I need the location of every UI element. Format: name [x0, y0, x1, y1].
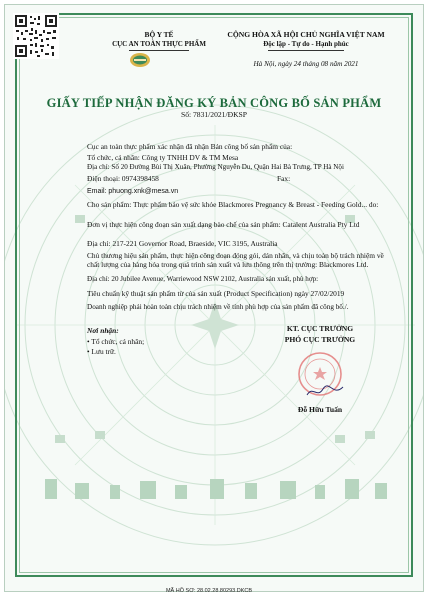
product-specification: Tiêu chuẩn kỹ thuật sản phẩm từ của sản xuất (Product Specification) ngày 27/02/2019	[87, 289, 345, 298]
brand-owner: Chủ thương hiệu sản phẩm, thực hiện công đoạn đóng gói, dán nhãn, và chịu toàn bộ trách nhiệm về chất lượng của hàng hóa trong quá trình sản xuất và lưu thông trên thị trường: Blackmores Ltd.	[87, 251, 384, 270]
republic-name: CỘNG HÒA XÃ HỘI CHỦ NGHĨA VIỆT NAM	[227, 30, 385, 39]
qr-code-icon	[13, 13, 59, 59]
agency-underline	[129, 50, 189, 51]
organization: Tổ chức, cá nhân: Công ty TNHH DV & TM Mesa	[87, 153, 239, 162]
recipients-heading: Nơi nhận:	[87, 326, 119, 335]
phone: Điện thoại: 0974398458	[87, 174, 159, 183]
producer: Đơn vị thực hiện công đoạn sản xuất dạng bào chế của sản phẩm: Catalent Australia Pty Ltd	[87, 220, 360, 229]
email: Email: phuong.xnk@mesa.vn	[87, 188, 179, 195]
record-code: MÃ HỒ SƠ: 28.02.28.80293.DKCB	[165, 588, 253, 594]
registration-number: Số: 7831/2021/ĐKSP	[180, 110, 248, 119]
producer-address: Địa chỉ: 217-221 Governor Road, Braeside, VIC 3195, Australia	[87, 239, 278, 248]
signer-name: Đỗ Hữu Tuấn	[297, 405, 343, 414]
certificate-page	[4, 4, 424, 592]
ministry-name: BỘ Y TẾ	[144, 30, 174, 39]
recipient-item: • Lưu trữ.	[87, 347, 116, 356]
issue-date: Hà Nội, ngày 24 tháng 08 năm 2021	[253, 60, 359, 68]
responsibility-statement: Doanh nghiệp phải hoàn toàn chịu trách nhiệm về tính phù hợp của sản phẩm đã công bố./.	[87, 303, 349, 311]
agency-logo-icon	[129, 52, 151, 68]
certificate-title: GIẤY TIẾP NHẬN ĐĂNG KÝ BẢN CÔNG BỐ SẢN PHẨM	[46, 96, 382, 110]
fax: Fax:	[277, 174, 291, 183]
agency-name: CỤC AN TOÀN THỰC PHẨM	[112, 40, 206, 48]
signer-deputy-role: PHÓ CỤC TRƯỞNG	[284, 335, 356, 344]
organization-address: Địa chỉ: Số 20 Đường Bùi Thị Xuân, Phường Nguyễn Du, Quận Hai Bà Trưng, TP Hà Nội	[87, 163, 344, 171]
signer-role: KT. CỤC TRƯỞNG	[286, 324, 354, 333]
body-intro: Cục an toàn thực phẩm xác nhận đã nhận Bản công bố sản phẩm của:	[87, 142, 293, 151]
motto-underline	[268, 50, 344, 51]
signature-scribble-icon	[305, 383, 345, 401]
national-motto: Độc lập - Tự do - Hạnh phúc	[263, 40, 349, 48]
product-name: Cho sản phẩm: Thực phẩm bảo vệ sức khỏe Blackmores Pregnancy & Breast - Feeding Gold... do:	[87, 200, 379, 209]
brand-owner-address: Địa chỉ: 20 Jubilee Avenue, Warriewood NSW 2102, Australia sản xuất, phù hợp:	[87, 275, 319, 283]
recipient-item: • Tổ chức, cá nhân;	[87, 337, 145, 346]
